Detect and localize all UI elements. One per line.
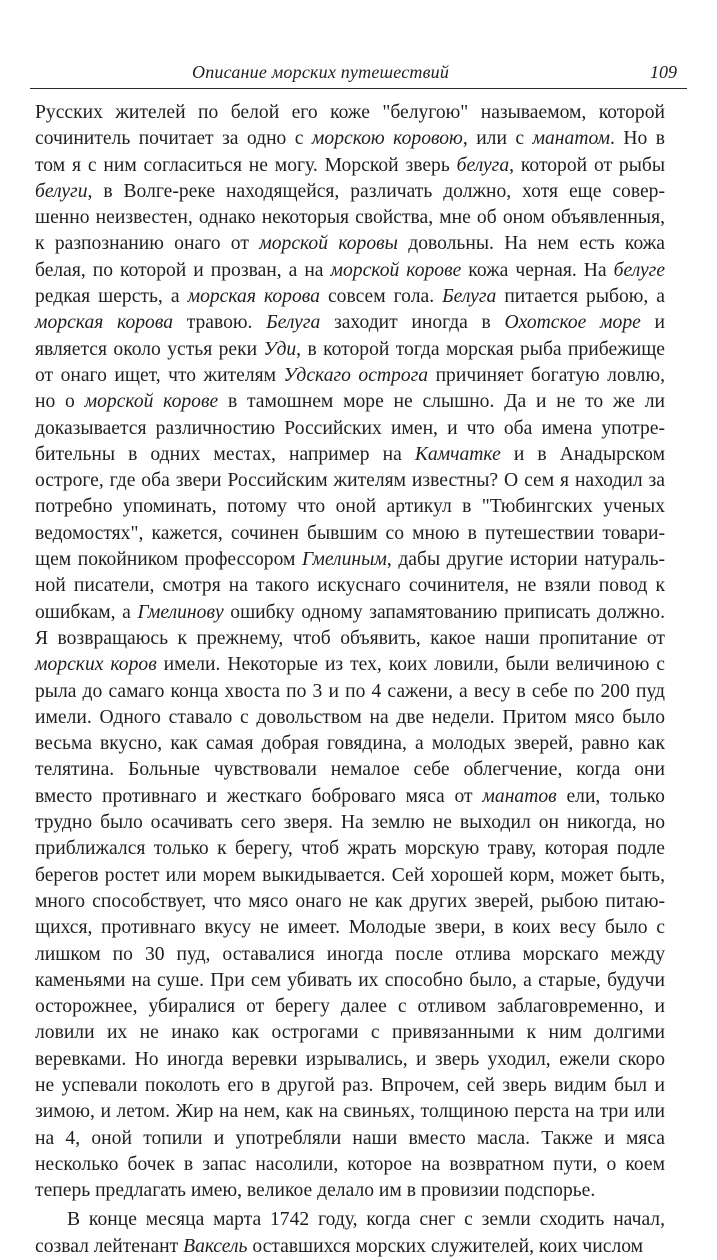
text-line: несколько бочек в запас насолили, которое на возвратном пути, о коем <box>35 1153 665 1175</box>
text-line: белуги, в Волге-реке находящейся, различать должно, хотя еще совер- <box>35 180 665 202</box>
paragraph <box>35 100 665 1204</box>
text-line: редкая шерсть, а морская корова совсем гола. Белуга питается рыбою, а <box>35 286 665 308</box>
text-line: осторожнее, убиралися от берегу далее с отливом заблаговременно, и <box>35 996 665 1018</box>
body-text <box>35 100 665 1260</box>
text-line: рыла до самаго конца хвоста по 3 и по 4 сажени, а весу в себе по 200 пуд <box>35 680 665 702</box>
text-line: том я с ним согласиться не могу. Морской зверь белуга, которой от рыбы <box>35 154 665 176</box>
text-line: щем покойником профессором Гмелиным, дабы другие истории натураль- <box>35 549 665 571</box>
text-line: ошибкам, а Гмелинову ошибку одному запамятованию приписать должно. <box>35 601 666 623</box>
running-header <box>0 58 717 88</box>
text-line: В конце месяца марта 1742 году, когда снег с земли сходить начал, <box>67 1209 665 1231</box>
text-line: берегов ростет или морем выкидывается. Сей хорошей корм, может быть, <box>35 864 665 886</box>
text-line: морская корова травою. Белуга заходит иногда в Охотское море и <box>35 312 666 334</box>
text-line: от онаго ищет, что жителям Удскаго острога причиняет богатую ловлю, <box>35 364 665 386</box>
text-line: приближался только к берегу, чтоб жрать морскую траву, которая подле <box>35 838 665 860</box>
text-line: Русских жителей по белой его коже "белугою" называемом, которой <box>35 102 665 123</box>
text-line: щихся, противнаго вкусу не имеет. Молодые звери, в коих весу было с <box>35 917 665 939</box>
text-line: веревками. Но иногда веревки изрывались, и зверь уходил, ежели скоро <box>35 1048 665 1070</box>
text-line: шенно неизвестен, однако некоторыя свойства, мне об оном объявленныя, <box>35 207 665 229</box>
header-rule <box>30 88 687 89</box>
page-number: 109 <box>650 62 677 82</box>
text-line: к разпознанию онаго от морской коровы довольны. На нем есть кожа <box>35 233 665 255</box>
text-line: остроге, где оба звери Российским жителям известны? О сем я находил за <box>35 470 665 492</box>
text-line: зимою, и летом. Жир на нем, как на свиньях, толщиною перста на три или <box>35 1101 665 1123</box>
text-line: имели. Одного ставало с довольством на две недели. Притом мясо было <box>35 706 665 728</box>
text-line: морских коров имели. Некоторые из тех, коих ловили, были величиною с <box>35 654 666 676</box>
text-line: сочинитель почитает за одно с морскою коровою, или с манатом. Но в <box>35 128 665 150</box>
text-line: белая, по которой и прозван, а на морской корове кожа черная. На белуге <box>35 259 666 281</box>
text-line: ной писатели, смотря на такого искуснаго сочинителя, не взяли повод к <box>35 575 665 597</box>
text-line: бительны в одних местах, например на Камчатке и в Анадырском <box>35 443 665 465</box>
text-line: созвал лейтенант Ваксель оставшихся морских служителей, коих числом <box>35 1235 644 1257</box>
text-line: ведомостях", кажется, сочинен бывшим со мною в путешествии товари- <box>35 522 665 544</box>
paragraph <box>35 1207 665 1260</box>
text-line: на 4, оной топили и употребляли наши вместо масла. Также и мяса <box>35 1127 665 1149</box>
text-line: теперь предлагать имею, великое делало им в провизии подспорье. <box>35 1180 596 1202</box>
text-line: является около устья реки Уди, в которой тогда морская рыба прибежище <box>35 338 665 360</box>
running-title: Описание морских путешествий <box>192 62 450 82</box>
text-line: каменьями на суше. При сем убивать их способно было, а старые, будучи <box>35 969 665 991</box>
text-line: не успевали поколоть его в другой раз. Впрочем, сей зверь видим был и <box>35 1074 665 1096</box>
text-line: весьма вкусно, как самая добрая говядина, а молодых зверей, равно как <box>35 733 665 755</box>
text-line: трудно было осачивать сего зверя. На землю не выходил он никогда, но <box>35 812 665 834</box>
text-line: вместо противнаго и жесткаго боброваго мяса от манатов ели, только <box>35 785 665 807</box>
text-line: ловили их не инако как острогами с привязанными к ним долгими <box>35 1022 665 1044</box>
text-line: телятина. Больные чувствовали немалое себе облегчение, когда они <box>35 759 665 781</box>
text-line: лишком по 30 пуд, оставалися иногда после отлива морскаго между <box>35 943 665 965</box>
text-line: доказывается различностию Российских имен, и что оба имена употре- <box>35 417 665 439</box>
text-line: но о морской корове в тамошнем море не слышно. Да и не то же ли <box>35 391 665 413</box>
text-line: много способствует, что мясо онаго не как других зверей, рыбою питаю- <box>35 890 665 912</box>
text-line: Я возвращаюсь к прежнему, чтоб объявить, какое наши пропитание от <box>35 627 665 649</box>
text-line: потребно упоминать, потому что оной артикул в "Тюбингских ученых <box>35 496 665 518</box>
